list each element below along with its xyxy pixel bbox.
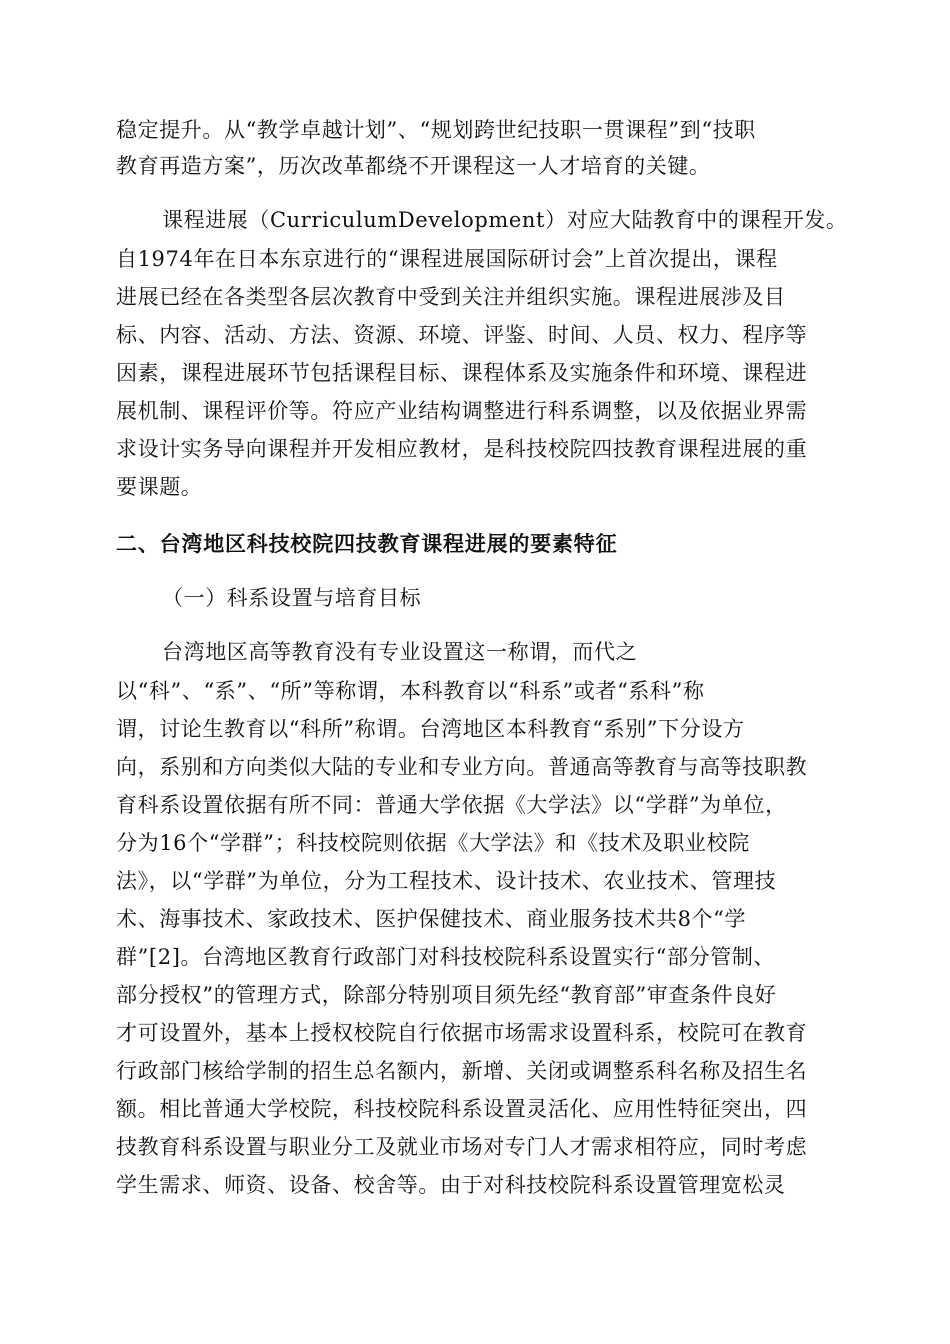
- paragraph-line: 要课题。: [116, 475, 203, 499]
- paragraph-line: 展机制、课程评价等。符应产业结构调整进行科系调整，以及依据业界需: [116, 399, 808, 423]
- paragraph-line: 台湾地区高等教育没有专业设置这一称谓，而代之: [162, 640, 638, 664]
- subsection-heading: （一）科系设置与培育目标: [162, 586, 422, 610]
- paragraph-line: 稳定提升。从“教学卓越计划”、“规划跨世纪技职一贯课程”到“技职: [116, 118, 756, 142]
- paragraph-line: 法》，以“学群”为单位，分为工程技术、设计技术、农业技术、管理技: [116, 869, 777, 893]
- paragraph-line: 以“科”、“系”、“所”等称谓，本科教育以“科系”或者“系科”称: [116, 679, 705, 703]
- paragraph-line: 向，系别和方向类似大陆的专业和专业方向。普通高等教育与高等技职教: [116, 755, 808, 779]
- paragraph-line: 学生需求、师资、设备、校舍等。由于对科技校院科系设置管理宽松灵: [116, 1173, 786, 1197]
- paragraph-line: 行政部门核给学制的招生总名额内，新增、关闭或调整系科名称及招生名: [116, 1059, 808, 1083]
- paragraph-line: 求设计实务导向课程并开发相应教材，是科技校院四技教育课程进展的重: [116, 437, 808, 461]
- section-heading: 二、台湾地区科技校院四技教育课程进展的要素特征: [116, 532, 618, 556]
- paragraph-line: 分为16个“学群”；科技校院则依据《大学法》和《技术及职业校院: [116, 831, 750, 855]
- paragraph-line: 谓，讨论生教育以“科所”称谓。台湾地区本科教育“系别”下分设方: [116, 717, 745, 741]
- paragraph-line: 课程进展（CurriculumDevelopment）对应大陆教育中的课程开发。: [162, 208, 848, 232]
- paragraph-line: 术、海事技术、家政技术、医护保健技术、商业服务技术共8个“学: [116, 907, 747, 931]
- paragraph-line: 才可设置外，基本上授权校院自行依据市场需求设置科系，校院可在教育: [116, 1021, 808, 1045]
- paragraph-line: 群”[2]。台湾地区教育行政部门对科技校院科系设置实行“部分管制、: [116, 945, 776, 969]
- paragraph-line: 教育再造方案”，历次改革都绕不开课程这一人才培育的关键。: [116, 154, 711, 178]
- paragraph-line: 进展已经在各类型各层次教育中受到关注并组织实施。课程进展涉及目: [116, 285, 786, 309]
- paragraph-line: 标、内容、活动、方法、资源、环境、评鉴、时间、人员、权力、程序等: [116, 323, 808, 347]
- paragraph-line: 额。相比普通大学校院，科技校院科系设置灵活化、应用性特征突出，四: [116, 1097, 808, 1121]
- paragraph-line: 技教育科系设置与职业分工及就业市场对专门人才需求相符应，同时考虑: [116, 1135, 808, 1159]
- paragraph-line: 自1974年在日本东京进行的“课程进展国际研讨会”上首次提出，课程: [116, 247, 778, 271]
- paragraph-line: 部分授权”的管理方式，除部分特别项目须先经“教育部”审查条件良好: [116, 983, 777, 1007]
- paragraph-line: 因素，课程进展环节包括课程目标、课程体系及实施条件和环境、课程进: [116, 361, 808, 385]
- paragraph-line: 育科系设置依据有所不同：普通大学依据《大学法》以“学群”为单位，: [116, 793, 787, 817]
